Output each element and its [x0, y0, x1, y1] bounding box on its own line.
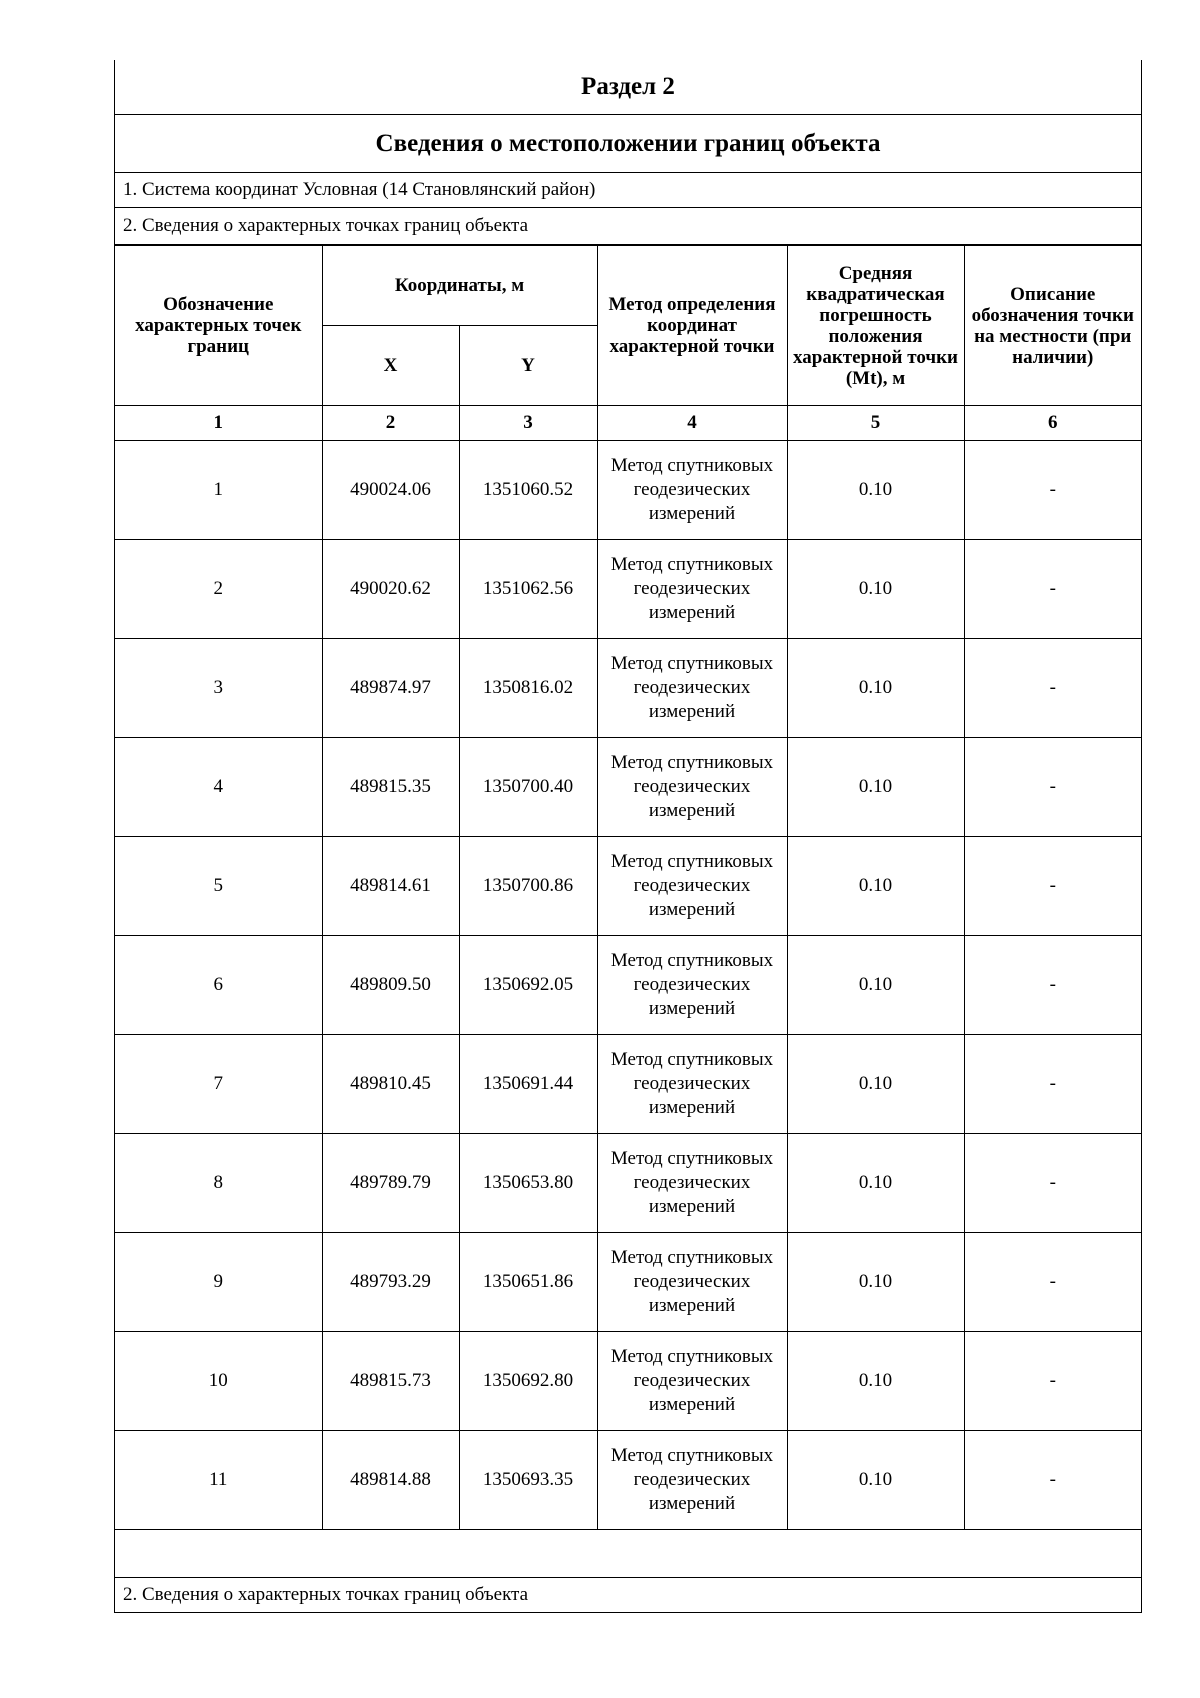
mt-value: 0.10 — [787, 441, 964, 540]
description-cell: - — [964, 1134, 1141, 1233]
point-number: 2 — [115, 540, 322, 639]
coord-x: 489793.29 — [322, 1233, 459, 1332]
points-table-body — [115, 441, 1141, 1578]
mt-value: 0.10 — [787, 540, 964, 639]
column-number: 1 — [115, 406, 322, 441]
coord-y: 1350693.35 — [459, 1431, 597, 1530]
method-cell: Метод спутниковых геодезических измерений — [597, 837, 787, 936]
table-row — [115, 1035, 1141, 1134]
description-cell: - — [964, 441, 1141, 540]
point-number: 5 — [115, 837, 322, 936]
coord-x: 489874.97 — [322, 639, 459, 738]
header-point-name: Обозначение характерных точек границ — [115, 246, 322, 406]
footer-points-info-label: 2. Сведения о характерных точках границ объекта — [115, 1578, 1141, 1613]
mt-value: 0.10 — [787, 1035, 964, 1134]
header-method: Метод определения координат характерной точки — [597, 246, 787, 406]
coord-y: 1351060.52 — [459, 441, 597, 540]
section-subtitle: Сведения о местоположении границ объекта — [115, 115, 1141, 173]
method-cell: Метод спутниковых геодезических измерений — [597, 1332, 787, 1431]
coord-x: 490024.06 — [322, 441, 459, 540]
point-number: 9 — [115, 1233, 322, 1332]
mt-value: 0.10 — [787, 936, 964, 1035]
header-description: Описание обозначения точки на местности (при наличии) — [964, 246, 1141, 406]
coord-x: 489814.88 — [322, 1431, 459, 1530]
column-number: 3 — [459, 406, 597, 441]
table-row — [115, 837, 1141, 936]
mt-value: 0.10 — [787, 1134, 964, 1233]
method-cell: Метод спутниковых геодезических измерений — [597, 738, 787, 837]
point-number: 4 — [115, 738, 322, 837]
empty-row — [115, 1530, 1141, 1578]
mt-value: 0.10 — [787, 738, 964, 837]
header-error: Средняя квадратическая погрешность положения характерной точки (Mt), м — [787, 246, 964, 406]
description-cell: - — [964, 738, 1141, 837]
point-number: 11 — [115, 1431, 322, 1530]
description-cell: - — [964, 936, 1141, 1035]
description-cell: - — [964, 540, 1141, 639]
coord-x: 489815.73 — [322, 1332, 459, 1431]
description-cell: - — [964, 1233, 1141, 1332]
mt-value: 0.10 — [787, 1332, 964, 1431]
coord-y: 1350692.05 — [459, 936, 597, 1035]
description-cell: - — [964, 639, 1141, 738]
coord-x: 489809.50 — [322, 936, 459, 1035]
method-cell: Метод спутниковых геодезических измерений — [597, 639, 787, 738]
mt-value: 0.10 — [787, 1233, 964, 1332]
method-cell: Метод спутниковых геодезических измерений — [597, 441, 787, 540]
coord-y: 1350700.86 — [459, 837, 597, 936]
table-row — [115, 1332, 1141, 1431]
method-cell: Метод спутниковых геодезических измерений — [597, 936, 787, 1035]
mt-value: 0.10 — [787, 639, 964, 738]
point-number: 6 — [115, 936, 322, 1035]
method-cell: Метод спутниковых геодезических измерений — [597, 1134, 787, 1233]
header-coordinates: Координаты, м — [322, 246, 597, 326]
point-number: 7 — [115, 1035, 322, 1134]
point-number: 8 — [115, 1134, 322, 1233]
boundary-points-table — [115, 245, 1141, 1578]
table-row — [115, 1233, 1141, 1332]
coord-x: 489789.79 — [322, 1134, 459, 1233]
point-number: 1 — [115, 441, 322, 540]
column-number: 2 — [322, 406, 459, 441]
empty-cell — [115, 1530, 1141, 1578]
coord-y: 1350653.80 — [459, 1134, 597, 1233]
header-x: X — [322, 326, 459, 406]
mt-value: 0.10 — [787, 1431, 964, 1530]
table-row — [115, 936, 1141, 1035]
point-number: 3 — [115, 639, 322, 738]
coord-y: 1350816.02 — [459, 639, 597, 738]
description-cell: - — [964, 1035, 1141, 1134]
document-frame — [114, 60, 1142, 1613]
column-number: 4 — [597, 406, 787, 441]
coord-y: 1350691.44 — [459, 1035, 597, 1134]
points-info-label: 2. Сведения о характерных точках границ объекта — [115, 208, 1141, 245]
coord-y: 1350692.80 — [459, 1332, 597, 1431]
header-y: Y — [459, 326, 597, 406]
coordinate-system-label: 1. Система координат Условная (14 Становлянский район) — [115, 173, 1141, 208]
description-cell: - — [964, 1332, 1141, 1431]
method-cell: Метод спутниковых геодезических измерений — [597, 1431, 787, 1530]
column-numbers-row — [115, 406, 1141, 441]
table-row — [115, 441, 1141, 540]
table-row — [115, 1431, 1141, 1530]
method-cell: Метод спутниковых геодезических измерений — [597, 540, 787, 639]
column-number: 6 — [964, 406, 1141, 441]
method-cell: Метод спутниковых геодезических измерений — [597, 1233, 787, 1332]
coord-y: 1350651.86 — [459, 1233, 597, 1332]
point-number: 10 — [115, 1332, 322, 1431]
column-number: 5 — [787, 406, 964, 441]
coord-x: 490020.62 — [322, 540, 459, 639]
table-row — [115, 1134, 1141, 1233]
method-cell: Метод спутниковых геодезических измерений — [597, 1035, 787, 1134]
description-cell: - — [964, 837, 1141, 936]
coord-y: 1351062.56 — [459, 540, 597, 639]
coord-x: 489810.45 — [322, 1035, 459, 1134]
section-title: Раздел 2 — [115, 60, 1141, 115]
table-row — [115, 540, 1141, 639]
table-row — [115, 738, 1141, 837]
table-row — [115, 639, 1141, 738]
coord-x: 489815.35 — [322, 738, 459, 837]
mt-value: 0.10 — [787, 837, 964, 936]
coord-y: 1350700.40 — [459, 738, 597, 837]
description-cell: - — [964, 1431, 1141, 1530]
coord-x: 489814.61 — [322, 837, 459, 936]
